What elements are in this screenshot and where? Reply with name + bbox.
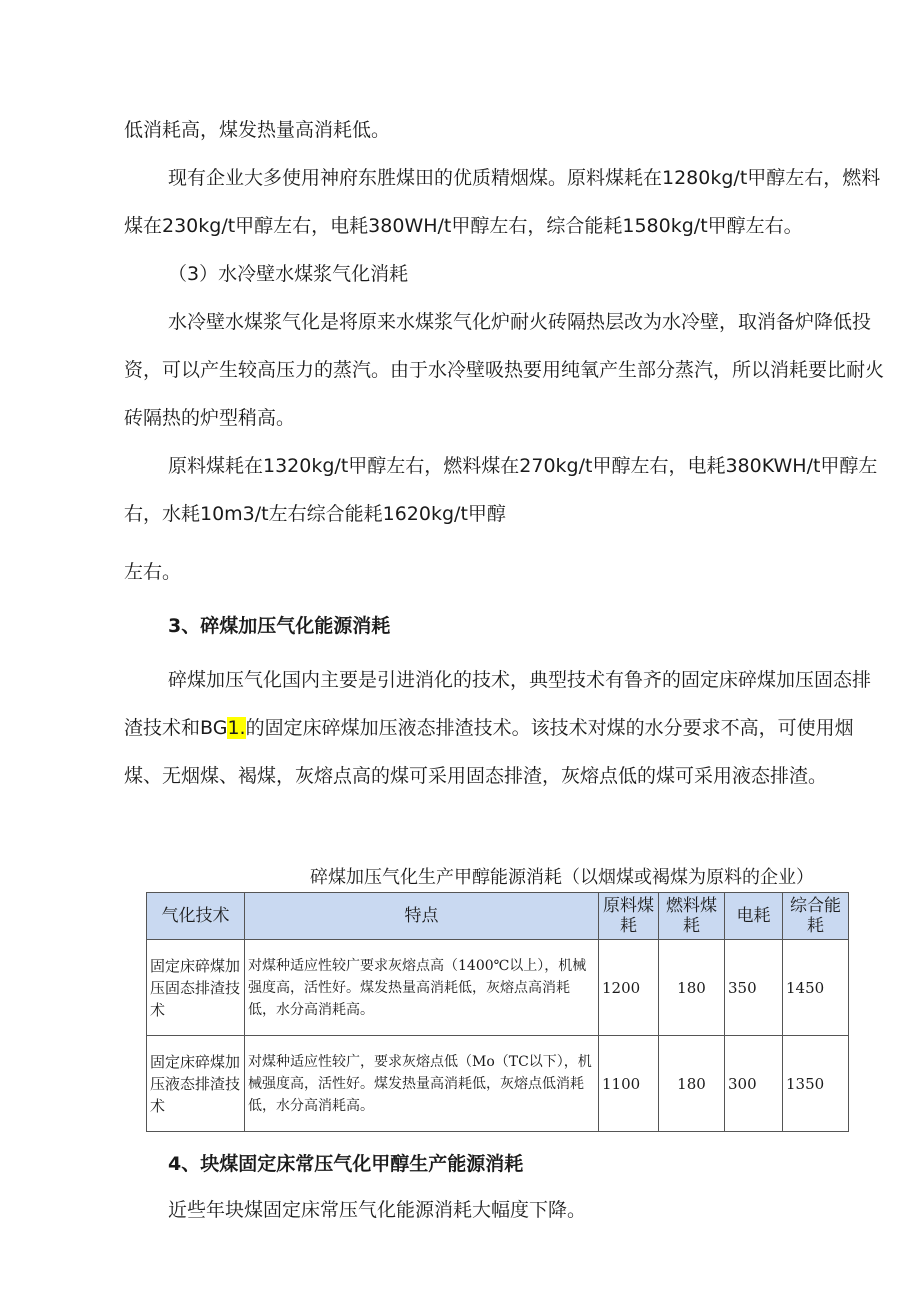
cell-tech: 固定床碎煤加压固态排渣技术 bbox=[147, 940, 245, 1036]
paragraph-water-wall: 水冷壁水煤浆气化是将原来水煤浆气化炉耐火砖隔热层改为水冷壁，取消备炉降低投资，可以产生较高压力的蒸汽。由于水冷壁吸热要用纯氧产生部分蒸汽，所以消耗要比耐火砖隔热的炉型稍高。 bbox=[124, 311, 885, 429]
cell-raw: 1200 bbox=[599, 940, 659, 1036]
section-heading-3: 3、碎煤加压气化能源消耗 bbox=[168, 615, 391, 637]
subheading-water-wall: （3）水冷壁水煤浆气化消耗 bbox=[168, 263, 409, 285]
cell-total: 1450 bbox=[783, 940, 849, 1036]
energy-consumption-table bbox=[146, 892, 849, 1132]
paragraph-block-coal: 近些年块煤固定床常压气化能源消耗大幅度下降。 bbox=[168, 1199, 587, 1221]
paragraph-crushed-coal-part1: 碎煤加压气化国内主要是引进消化的技术，典型技术有鲁齐的固定床碎煤加压固态排渣技术和BG bbox=[124, 669, 872, 739]
section-heading-4: 4、块煤固定床常压气化甲醇生产能源消耗 bbox=[168, 1153, 524, 1175]
cell-fuel: 180 bbox=[659, 1036, 725, 1132]
paragraph-water-wall-consumption: 原料煤耗在1320kg/t甲醇左右，燃料煤在270kg/t甲醇左右，电耗380KWH/t甲醇左右，水耗10m3/t左右综合能耗1620kg/t甲醇 bbox=[124, 455, 878, 525]
paragraph-continuation: 低消耗高，煤发热量高消耗低。 bbox=[124, 119, 391, 141]
paragraph-trailing: 左右。 bbox=[124, 561, 182, 583]
table-caption: 碎煤加压气化生产甲醇能源消耗（以烟煤或褐煤为原料的企业） bbox=[310, 867, 814, 888]
header-raw-coal: 原料煤耗 bbox=[599, 893, 659, 940]
cell-power: 300 bbox=[725, 1036, 783, 1132]
header-power: 电耗 bbox=[725, 893, 783, 940]
header-gasification-tech: 气化技术 bbox=[147, 893, 245, 940]
cell-feature: 对煤种适应性较广要求灰熔点高（1400℃以上），机械强度高，活性好。煤发热量高消耗低，灰熔点高消耗低，水分高消耗高。 bbox=[245, 940, 599, 1036]
table-header-row bbox=[147, 893, 849, 940]
cell-total: 1350 bbox=[783, 1036, 849, 1132]
cell-tech: 固定床碎煤加压液态排渣技术 bbox=[147, 1036, 245, 1132]
paragraph-shenfu-coal: 现有企业大多使用神府东胜煤田的优质精烟煤。原料煤耗在1280kg/t甲醇左右，燃料煤在230kg/t甲醇左右，电耗380WH/t甲醇左右，综合能耗1580kg/t甲醇左右。 bbox=[124, 167, 881, 237]
table-row bbox=[147, 1036, 849, 1132]
cell-power: 350 bbox=[725, 940, 783, 1036]
highlighted-text: 1. bbox=[227, 717, 246, 739]
table-row bbox=[147, 940, 849, 1036]
paragraph-crushed-coal bbox=[124, 656, 884, 800]
header-features: 特点 bbox=[245, 893, 599, 940]
cell-fuel: 180 bbox=[659, 940, 725, 1036]
header-total-energy: 综合能耗 bbox=[783, 893, 849, 940]
paragraph-crushed-coal-part2: 的固定床碎煤加压液态排渣技术。该技术对煤的水分要求不高，可使用烟煤、无烟煤、褐煤，灰熔点高的煤可采用固态排渣，灰熔点低的煤可采用液态排渣。 bbox=[124, 717, 854, 787]
header-fuel-coal: 燃料煤耗 bbox=[659, 893, 725, 940]
cell-feature: 对煤种适应性较广，要求灰熔点低（Mo（TC以下），机械强度高，活性好。煤发热量高消耗低，灰熔点低消耗低，水分高消耗高。 bbox=[245, 1036, 599, 1132]
cell-raw: 1100 bbox=[599, 1036, 659, 1132]
